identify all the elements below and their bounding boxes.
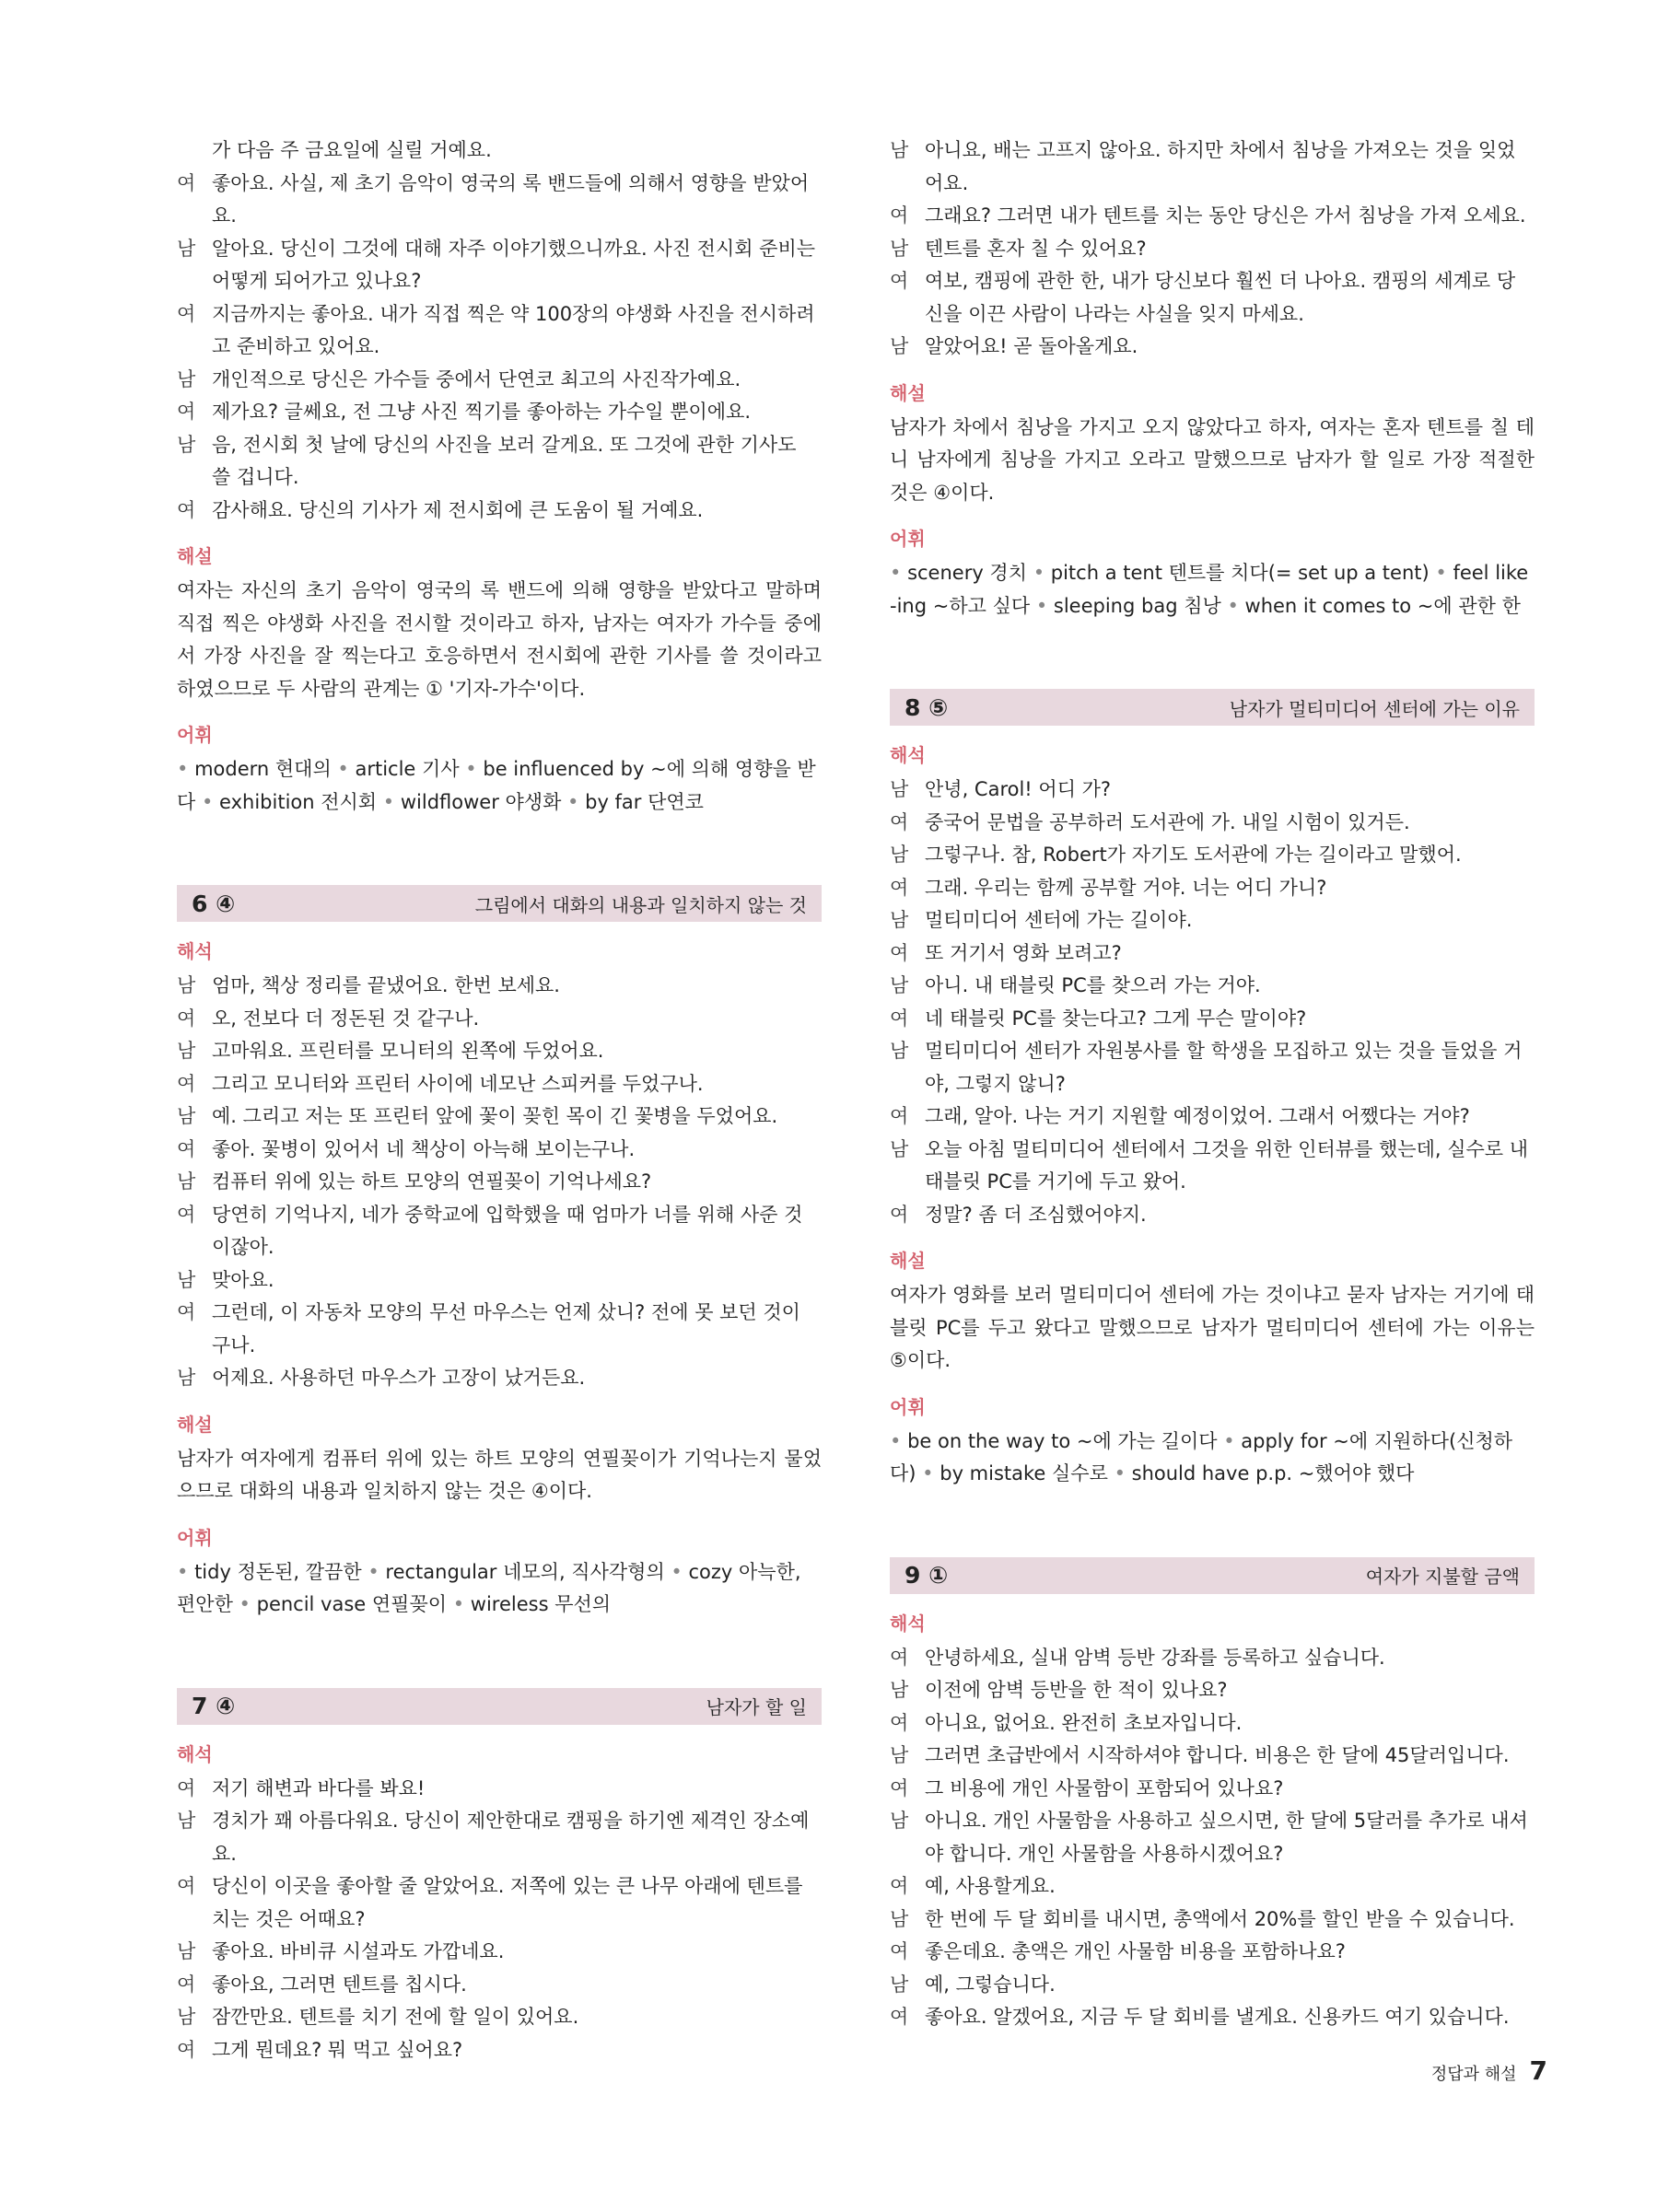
vocab-item: • article 기사	[337, 758, 459, 780]
dialog-continuation: 태블릿 PC를 거기에 두고 왔어.	[925, 1170, 1186, 1193]
vocab-item: • tidy 정돈된, 깔끔한	[177, 1561, 362, 1583]
dialog-line	[177, 2001, 822, 2034]
dialog-line	[177, 396, 822, 429]
speaker-label: 여	[177, 1973, 196, 1996]
dialog-text: 예, 그렇습니다.	[925, 1973, 1056, 1996]
dialog-text: 아니. 내 태블릿 PC를 찾으러 가는 거야.	[925, 974, 1261, 996]
dialog-text: 또 거기서 영화 보려고?	[925, 941, 1122, 964]
dialog-text: 안녕, Carol! 어디 가?	[925, 778, 1112, 800]
dialog-line	[177, 1199, 822, 1232]
q8-dialog-label: 해석	[890, 744, 926, 766]
speaker-label: 남	[890, 1907, 909, 1930]
vocab-item: • should have p.p. ~했어야 했다	[1115, 1462, 1415, 1484]
speaker-label: 여	[177, 2038, 196, 2061]
speaker-label: 남	[890, 778, 909, 800]
q8-title: 남자가 멀티미디어 센터에 가는 이유	[1229, 697, 1520, 720]
speaker-label: 여	[890, 1203, 909, 1226]
dialog-text: 그 비용에 개인 사물함이 포함되어 있나요?	[925, 1776, 1284, 1799]
dialog-line	[890, 1773, 1535, 1806]
dialog-text: 고마워요. 프린터를 모니터의 왼쪽에 두었어요.	[212, 1040, 604, 1062]
q6-explanation: 남자가 여자에게 컴퓨터 위에 있는 하트 모양의 연필꽂이가 기억나는지 물었으므로 대화의 내용과 일치하지 않는 것은 ④이다.	[177, 1447, 822, 1502]
dialog-line	[177, 1773, 822, 1806]
dialog-text: 여보, 캠핑에 관한 한, 내가 당신보다 훨씬 더 나아요. 캠핑의 세계로 당	[925, 270, 1516, 292]
q8-vocab-list	[890, 1426, 1535, 1491]
dialog-text: 그래, 알아. 나는 거기 지원할 예정이었어. 그래서 어쨌다는 거야?	[925, 1105, 1470, 1127]
dialog-text: 아니요, 배는 고프지 않아요. 하지만 차에서 침낭을 가져오는 것을 잊었	[925, 139, 1516, 161]
dialog-line	[890, 1903, 1535, 1937]
speaker-label: 남	[890, 1810, 909, 1832]
speaker-label: 남	[890, 237, 909, 260]
dialog-line	[177, 168, 822, 233]
dialog-text: 한 번에 두 달 회비를 내시면, 총액에서 20%를 할인 받을 수 있습니다.	[925, 1907, 1515, 1930]
dialog-continuation: 어떻게 되어가고 있나요?	[212, 270, 422, 292]
dialog-line	[177, 233, 822, 266]
dialog-line	[890, 1870, 1535, 1903]
dialog-line	[890, 1674, 1535, 1707]
dialog-text: 오늘 아침 멀티미디어 센터에서 그것을 위한 인터뷰를 했는데, 실수로 내	[925, 1137, 1529, 1160]
dialog-text: 알아요. 당신이 그것에 대해 자주 이야기했으니까요. 사진 전시회 준비는	[212, 237, 816, 260]
q8-dialogue	[890, 774, 1535, 1231]
speaker-label: 남	[177, 1367, 196, 1389]
q7-header	[177, 1688, 822, 1725]
dialog-text: 그렇구나. 참, Robert가 자기도 도서관에 가는 길이라고 말했어.	[925, 844, 1462, 866]
dialog-text: 좋아요. 바비큐 시설과도 가깝네요.	[212, 1940, 505, 1962]
q5-vocab-list	[177, 753, 822, 819]
dialog-line	[890, 904, 1535, 937]
dialog-continuation: 구나.	[212, 1333, 256, 1356]
dialog-line	[890, 1936, 1535, 1969]
q7-vocab-list	[890, 557, 1535, 623]
dialog-line	[177, 495, 822, 528]
q8-vocab-label: 어휘	[890, 1395, 926, 1418]
q6-vocab-label: 어휘	[177, 1526, 213, 1549]
dialog-text: 멀티미디어 센터에 가는 길이야.	[925, 909, 1193, 931]
dialog-text: 알았어요! 곧 돌아올게요.	[925, 335, 1138, 357]
speaker-label: 남	[890, 1973, 909, 1996]
q6-explanation-label: 해설	[177, 1413, 213, 1436]
dialog-text: 그래요? 그러면 내가 텐트를 치는 동안 당신은 가서 침낭을 가져 오세요.	[925, 204, 1526, 227]
q9-number: 9 ①	[905, 1562, 949, 1589]
dialog-line	[177, 1297, 822, 1330]
dialog-text: 감사해요. 당신의 기사가 제 전시회에 큰 도움이 될 거예요.	[212, 498, 704, 521]
speaker-label: 남	[177, 237, 196, 260]
vocab-item: • wildflower 야생화	[383, 791, 562, 813]
speaker-label: 여	[890, 2006, 909, 2028]
dialog-line	[890, 134, 1535, 168]
dialog-line	[890, 1134, 1535, 1167]
dialog-line	[890, 1707, 1535, 1740]
dialog-text: 맞아요.	[212, 1268, 274, 1291]
dialog-text: 예, 사용할게요.	[925, 1875, 1056, 1897]
dialog-line	[177, 298, 822, 332]
dialog-line	[177, 1035, 822, 1068]
speaker-label: 여	[177, 1137, 196, 1160]
dialog-line	[890, 937, 1535, 971]
dialog-text: 이전에 암벽 등반을 한 적이 있나요?	[925, 1679, 1228, 1701]
dialog-text: 개인적으로 당신은 가수들 중에서 단연코 최고의 사진작가예요.	[212, 367, 741, 390]
dialog-line	[890, 1740, 1535, 1773]
q7-dialogue-continued	[890, 134, 1535, 364]
dialog-text: 경치가 꽤 아름다워요. 당신이 제안한대로 캠핑을 하기엔 제격인 장소예요.	[212, 1810, 810, 1865]
dialog-line	[177, 1166, 822, 1199]
dialog-text: 좋은데요. 총액은 개인 사물함 비용을 포함하나요?	[925, 1940, 1346, 1962]
dialog-line	[177, 1264, 822, 1298]
dialog-text: 어제요. 사용하던 마우스가 고장이 났거든요.	[212, 1367, 586, 1389]
vocab-item: • feel like -ing ~하고 싶다	[890, 562, 1528, 617]
dialog-continuation: 어요.	[925, 171, 969, 194]
q9-dialog-label: 해석	[890, 1612, 926, 1635]
dialog-line	[890, 970, 1535, 1003]
q6-dialog-label: 해석	[177, 940, 213, 962]
q9-dialogue	[890, 1642, 1535, 2034]
dialog-text: 좋아요. 알겠어요, 지금 두 달 회비를 낼게요. 신용카드 여기 있습니다.	[925, 2006, 1510, 2028]
dialog-text: 예. 그리고 저는 또 프린터 앞에 꽃이 꽂힌 목이 긴 꽃병을 두었어요.	[212, 1105, 778, 1127]
dialog-text: 음, 전시회 첫 날에 당신의 사진을 보러 갈게요. 또 그것에 관한 기사도	[212, 433, 797, 456]
dialog-line	[890, 1805, 1535, 1838]
dialog-line	[177, 2034, 822, 2067]
speaker-label: 남	[177, 433, 196, 456]
dialog-line	[177, 1100, 822, 1134]
speaker-label: 여	[177, 171, 196, 194]
speaker-label: 여	[890, 810, 909, 833]
speaker-label: 남	[890, 844, 909, 866]
dialog-line	[177, 1362, 822, 1395]
dialog-line	[890, 331, 1535, 364]
speaker-label: 여	[177, 1203, 196, 1226]
vocab-item: • when it comes to ~에 관한 한	[1227, 595, 1520, 617]
dialog-text: 좋아요. 사실, 제 초기 음악이 영국의 록 밴드들에 의해서 영향을 받았어요.	[212, 171, 810, 227]
speaker-label: 남	[890, 335, 909, 357]
vocab-item: • pitch a tent 텐트를 치다(= set up a tent)	[1033, 562, 1430, 584]
dialog-text: 엄마, 책상 정리를 끝냈어요. 한번 보세요.	[212, 974, 560, 996]
vocab-item: • apply for ~에 지원하다(신청하다)	[890, 1430, 1512, 1485]
speaker-label: 남	[177, 1040, 196, 1062]
q7-explanation: 남자가 차에서 침낭을 가지고 오지 않았다고 하자, 여자는 혼자 텐트를 칠 테니 남자에게 침낭을 가지고 오라고 말했으므로 남자가 할 일로 가장 적절한 것은 ④이다.	[890, 415, 1535, 504]
dialog-text: 잠깐만요. 텐트를 치기 전에 할 일이 있어요.	[212, 2006, 579, 2028]
q8-header	[890, 689, 1535, 726]
speaker-label: 남	[177, 1268, 196, 1291]
speaker-label: 남	[177, 1940, 196, 1962]
q5-vocab-label: 어휘	[177, 724, 213, 746]
dialog-text: 안녕하세요, 실내 암벽 등반 강좌를 등록하고 싶습니다.	[925, 1646, 1385, 1669]
dialog-text: 저기 해변과 바다를 봐요!	[212, 1776, 426, 1799]
speaker-label: 여	[890, 204, 909, 227]
dialog-text: 지금까지는 좋아요. 내가 직접 찍은 약 100장의 야생화 사진을 전시하려	[212, 302, 815, 325]
speaker-label: 남	[177, 1810, 196, 1832]
q7-dialog-label: 해석	[177, 1742, 213, 1765]
dialog-text: 중국어 문법을 공부하러 도서관에 가. 내일 시험이 있거든.	[925, 810, 1410, 833]
speaker-label: 남	[177, 1105, 196, 1127]
dialog-line	[177, 1870, 822, 1903]
footer-label: 정답과 해설	[1430, 2065, 1517, 2084]
dialog-line	[177, 134, 822, 168]
q7-vocab-label: 어휘	[890, 528, 926, 550]
dialog-line	[177, 1969, 822, 2002]
speaker-label: 남	[890, 1137, 909, 1160]
vocab-item: • rectangular 네모의, 직사각형의	[368, 1561, 664, 1583]
dialog-line	[177, 1003, 822, 1036]
speaker-label: 여	[177, 1007, 196, 1030]
dialog-line	[890, 807, 1535, 840]
q5-explanation-label: 해설	[177, 545, 213, 567]
dialog-text: 멀티미디어 센터가 자원봉사를 할 학생을 모집하고 있는 것을 들었을 거	[925, 1040, 1523, 1062]
dialog-text: 텐트를 혼자 칠 수 있어요?	[925, 237, 1147, 260]
dialog-line	[177, 1134, 822, 1167]
q9-header	[890, 1557, 1535, 1594]
speaker-label: 여	[177, 1875, 196, 1897]
dialog-text: 네 태블릿 PC를 찾는다고? 그게 무슨 말이야?	[925, 1007, 1307, 1030]
dialog-line	[177, 429, 822, 462]
q6-dialogue	[177, 970, 822, 1395]
page-footer	[1400, 2055, 1547, 2086]
vocab-item: • be on the way to ~에 가는 길이다	[890, 1430, 1218, 1452]
dialog-line	[890, 1003, 1535, 1036]
dialog-line	[890, 200, 1535, 233]
dialog-text: 오, 전보다 더 정돈된 것 같구나.	[212, 1007, 480, 1030]
speaker-label: 여	[890, 270, 909, 292]
q6-number: 6 ④	[192, 890, 236, 917]
speaker-label: 남	[177, 367, 196, 390]
q9-title: 여자가 지불할 금액	[1365, 1566, 1520, 1588]
dialog-line	[890, 872, 1535, 905]
right-column	[890, 134, 1535, 2034]
q6-title: 그림에서 대화의 내용과 일치하지 않는 것	[474, 893, 807, 916]
speaker-label: 여	[890, 941, 909, 964]
dialog-text: 컴퓨터 위에 있는 하트 모양의 연필꽂이 기억나세요?	[212, 1170, 652, 1193]
speaker-label: 여	[177, 401, 196, 423]
dialog-line	[890, 1035, 1535, 1068]
dialog-continuation: 신을 이끈 사람이 나라는 사실을 잊지 마세요.	[925, 302, 1304, 325]
dialog-continuation: 고 준비하고 있어요.	[212, 335, 380, 357]
dialog-line	[177, 1805, 822, 1870]
speaker-label: 여	[177, 302, 196, 325]
q8-explanation-label: 해설	[890, 1250, 926, 1272]
vocab-item: • by mistake 실수로	[922, 1462, 1108, 1484]
dialog-text: 아니요, 없어요. 완전히 초보자입니다.	[925, 1711, 1243, 1734]
speaker-label: 남	[890, 1040, 909, 1062]
q5-dialogue	[177, 134, 822, 527]
dialog-text: 그게 뭔데요? 뭐 먹고 싶어요?	[212, 2038, 463, 2061]
speaker-label: 남	[177, 2006, 196, 2028]
dialog-line	[890, 839, 1535, 872]
page-number: 7	[1529, 2055, 1547, 2086]
dialog-continuation: 야 합니다. 개인 사물함을 사용하시겠어요?	[925, 1842, 1284, 1865]
speaker-label: 여	[890, 1776, 909, 1799]
speaker-label: 남	[177, 1170, 196, 1193]
speaker-label: 여	[890, 1940, 909, 1962]
q8-number: 8 ⑤	[905, 693, 949, 721]
speaker-label: 남	[890, 1744, 909, 1766]
speaker-label: 여	[890, 1711, 909, 1734]
vocab-item: • be influenced by ~에 의해 영향을 받다	[177, 758, 816, 813]
dialog-line	[890, 1100, 1535, 1134]
speaker-label: 여	[177, 1072, 196, 1095]
left-column	[177, 134, 822, 2066]
speaker-label: 여	[890, 1875, 909, 1897]
dialog-text: 그래. 우리는 함께 공부할 거야. 너는 어디 가니?	[925, 876, 1327, 899]
dialog-line	[177, 1936, 822, 1969]
vocab-item: • by far 단연코	[567, 791, 704, 813]
dialog-text: 당신이 이곳을 좋아할 줄 알았어요. 저쪽에 있는 큰 나무 아래에 텐트를	[212, 1875, 803, 1897]
dialog-line	[177, 970, 822, 1003]
speaker-label: 남	[890, 1679, 909, 1701]
q8-explanation: 여자가 영화를 보러 멀티미디어 센터에 가는 것이냐고 묻자 남자는 거기에 태블릿 PC를 두고 왔다고 말했으므로 남자가 멀티미디어 센터에 가는 이유는 ⑤이다.	[890, 1284, 1535, 1371]
vocab-item: • pencil vase 연필꽂이	[239, 1593, 448, 1615]
dialog-text: 아니요. 개인 사물함을 사용하고 싶으시면, 한 달에 5달러를 추가로 내셔	[925, 1810, 1528, 1832]
speaker-label: 여	[890, 1646, 909, 1669]
speaker-label: 남	[890, 909, 909, 931]
dialog-line	[890, 1199, 1535, 1232]
q5-explanation: 여자는 자신의 초기 음악이 영국의 록 밴드에 의해 영향을 받았다고 말하며 직접 찍은 야생화 사진을 전시할 것이라고 하자, 남자는 여자가 가수들 중에서 가장 사진을 잘 찍는다고 호응하면서 전시회에 관한 기사를 쓸 것이라고 하였으므로 두 사람의 관계는 ① '기자-가수'이다.	[177, 579, 822, 700]
dialog-line	[890, 1969, 1535, 2002]
dialog-text: 정말? 좀 더 조심했어야지.	[925, 1203, 1147, 1226]
dialog-line	[177, 364, 822, 397]
dialog-text: 그러면 초급반에서 시작하셔야 합니다. 비용은 한 달에 45달러입니다.	[925, 1744, 1510, 1766]
dialog-line	[890, 233, 1535, 266]
q7-dialogue	[177, 1773, 822, 2067]
vocab-item: • modern 현대의	[177, 758, 332, 780]
dialog-text: 좋아. 꽃병이 있어서 네 책상이 아늑해 보이는구나.	[212, 1137, 636, 1160]
q7-explanation-label: 해설	[890, 381, 926, 404]
q6-header	[177, 885, 822, 922]
vocab-item: • sleeping bag 침낭	[1036, 595, 1221, 617]
q7-number: 7 ④	[192, 1693, 236, 1719]
vocab-item: • scenery 경치	[890, 562, 1027, 584]
speaker-label: 여	[890, 1105, 909, 1127]
speaker-label: 여	[177, 498, 196, 521]
dialog-line	[890, 774, 1535, 807]
q7-title: 남자가 할 일	[706, 1696, 807, 1718]
dialog-line	[890, 2001, 1535, 2034]
dialog-text: 당연히 기억나지, 네가 중학교에 입학했을 때 엄마가 너를 위해 사준 것	[212, 1203, 803, 1226]
dialog-continuation: 치는 것은 어때요?	[212, 1907, 366, 1930]
dialog-text: 그런데, 이 자동차 모양의 무선 마우스는 언제 샀니? 전에 못 보던 것이	[212, 1301, 800, 1323]
dialog-continuation: 이잖아.	[212, 1236, 274, 1258]
dialog-line	[890, 265, 1535, 298]
vocab-item: • cozy 아늑한, 편안한	[177, 1561, 801, 1616]
dialog-text: 제가요? 글쎄요, 전 그냥 사진 찍기를 좋아하는 가수일 뿐이에요.	[212, 401, 752, 423]
q6-vocab-list	[177, 1556, 822, 1622]
speaker-label: 여	[177, 1301, 196, 1323]
dialog-text: 그리고 모니터와 프린터 사이에 네모난 스피커를 두었구나.	[212, 1072, 704, 1095]
dialog-line	[177, 1068, 822, 1101]
speaker-label: 여	[177, 1776, 196, 1799]
dialog-continuation: 쓸 겁니다.	[212, 466, 299, 488]
speaker-label: 남	[177, 974, 196, 996]
dialog-continuation: 야, 그렇지 않니?	[925, 1072, 1066, 1095]
vocab-item: • wireless 무선의	[453, 1593, 611, 1615]
speaker-label: 여	[890, 1007, 909, 1030]
dialog-line	[890, 1642, 1535, 1675]
speaker-label: 여	[890, 876, 909, 899]
dialog-text: 가 다음 주 금요일에 실릴 거예요.	[212, 139, 492, 161]
speaker-label: 남	[890, 139, 909, 161]
dialog-text: 좋아요, 그러면 텐트를 칩시다.	[212, 1973, 467, 1996]
speaker-label: 남	[890, 974, 909, 996]
vocab-item: • exhibition 전시회	[202, 791, 377, 813]
